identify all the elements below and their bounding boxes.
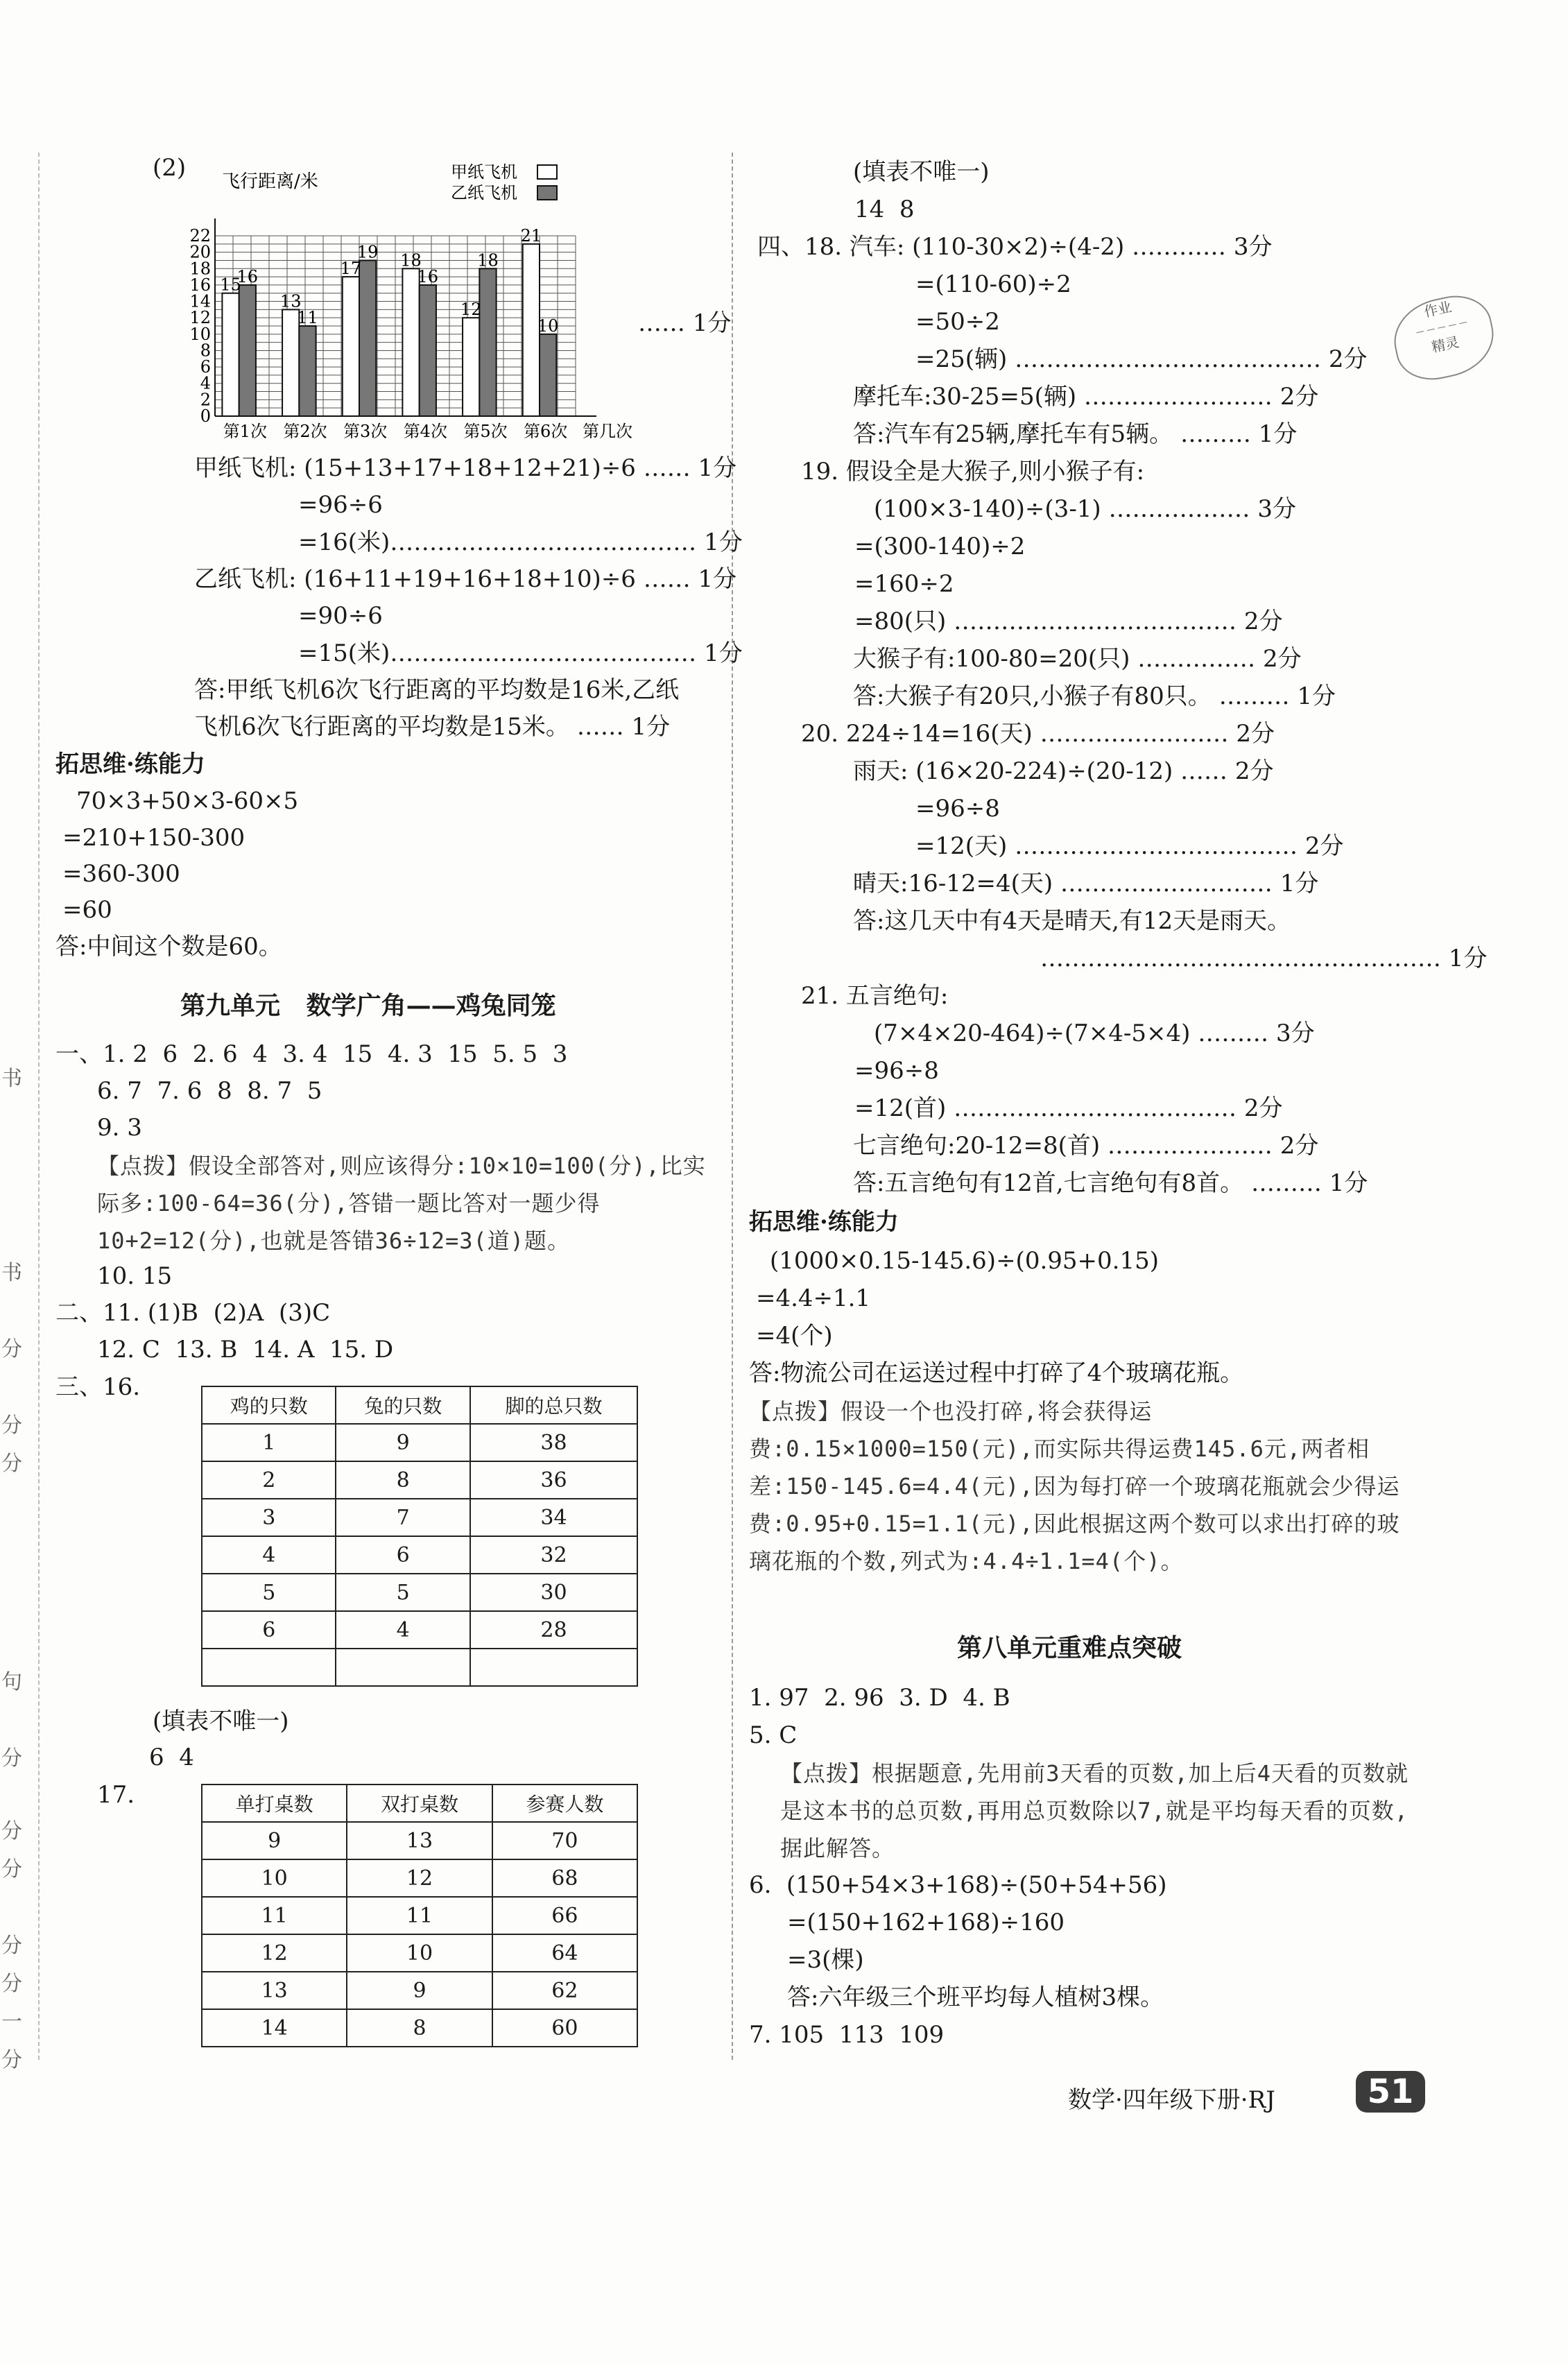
- bar-yi: [299, 326, 316, 416]
- table-cell: 64: [492, 1934, 637, 1972]
- table-cell: 10: [202, 1859, 347, 1897]
- answer-line: 7. 105 113 109: [749, 2021, 945, 2049]
- x-tick-label: 第2次: [283, 422, 327, 441]
- table-row: [202, 1972, 637, 2009]
- calc-line: =210+150-300: [62, 824, 245, 852]
- table-cell: 30: [470, 1574, 637, 1611]
- legend-swatch: [537, 186, 557, 200]
- x-tick-label: 第4次: [403, 422, 447, 441]
- table-row: [202, 1461, 637, 1499]
- table-cell: 14: [202, 2009, 347, 2047]
- table-cell: 28: [470, 1611, 637, 1649]
- calc-line: (1000×0.15-145.6)÷(0.95+0.15): [770, 1247, 1159, 1275]
- y-tick-label: 0: [200, 406, 211, 426]
- x-tick-label: 第6次: [524, 422, 568, 441]
- margin-char: 分: [1, 1452, 22, 1476]
- calc-line: =90÷6: [298, 602, 383, 630]
- table-cell: 68: [492, 1859, 637, 1897]
- table-16: [201, 1386, 638, 1687]
- calc-line: 70×3+50×3-60×5: [76, 787, 299, 815]
- bar-yi: [479, 268, 496, 416]
- x-axis-label: 第几次: [583, 422, 632, 441]
- table-row: [202, 2009, 637, 2047]
- table-cell: 6: [202, 1611, 336, 1649]
- y-tick-label: 2: [200, 390, 211, 410]
- table-cell: 62: [492, 1972, 637, 2009]
- table-cell: 6: [336, 1536, 469, 1574]
- calc-line: =96÷8: [854, 1057, 939, 1085]
- y-tick-label: 6: [200, 357, 211, 377]
- margin-char: 书: [1, 1067, 22, 1091]
- table-row: [202, 1611, 637, 1649]
- margin-char: 分: [1, 1746, 22, 1771]
- calc-line: =4.4÷1.1: [756, 1284, 871, 1312]
- table-cell: 66: [492, 1897, 637, 1934]
- calc-line: =80(只) ……………………………… 2分: [854, 608, 1283, 635]
- bar-jia: [343, 277, 359, 416]
- note: (填表不唯一): [853, 158, 990, 186]
- data-label: 19: [356, 242, 379, 262]
- table-cell: 9: [336, 1424, 469, 1461]
- table-row: [202, 1859, 637, 1897]
- left-binding-line: [38, 153, 40, 2060]
- table-header-cell: 脚的总只数: [470, 1386, 637, 1424]
- table-cell: 12: [202, 1934, 347, 1972]
- answer-line: 5. C: [749, 1721, 798, 1749]
- bar-yi: [420, 285, 436, 416]
- bar-jia: [222, 293, 239, 416]
- section-heading: 拓思维·练能力: [55, 750, 205, 778]
- calc-line: 乙纸飞机: (16+11+19+16+18+10)÷6 …… 1分: [194, 565, 737, 593]
- calc-line: =96÷8: [915, 795, 1000, 823]
- margin-char: 分: [1, 2048, 22, 2072]
- table-cell: 12: [347, 1859, 492, 1897]
- answer-line: 答:甲纸飞机6次飞行距离的平均数是16米,乙纸: [194, 676, 680, 704]
- answer-line: 答:中间这个数是60。: [55, 933, 282, 961]
- margin-char: 分: [1, 1819, 22, 1843]
- table-cell: 70: [492, 1822, 637, 1859]
- stamp-top-text: 作业: [1422, 298, 1454, 320]
- table-cell: 5: [202, 1574, 336, 1611]
- answer-line: 答:这几天中有4天是晴天,有12天是雨天。: [853, 907, 1291, 935]
- legend-swatch: [537, 165, 557, 179]
- calc-line: =25(辆) ………………………………… 2分: [915, 345, 1368, 373]
- calc-line: (7×4×20-464)÷(7×4-5×4) ……… 3分: [874, 1020, 1315, 1047]
- calc-line: =(150+162+168)÷160: [787, 1909, 1065, 1936]
- data-label: 17: [340, 259, 362, 279]
- calc-line: =12(天) ……………………………… 2分: [915, 832, 1344, 860]
- calc-line: =12(首) ……………………………… 2分: [854, 1094, 1283, 1122]
- data-label: 10: [537, 316, 559, 336]
- calc-line: =50÷2: [915, 308, 1000, 336]
- table-cell: [336, 1649, 469, 1686]
- calc-line: =4(个): [756, 1322, 833, 1350]
- table-header-cell: 单打桌数: [202, 1785, 347, 1822]
- x-tick-label: 第5次: [463, 422, 508, 441]
- y-tick-label: 22: [189, 226, 211, 246]
- table-cell: 9: [347, 1972, 492, 2009]
- y-tick-label: 14: [189, 291, 211, 311]
- data-label: 21: [520, 225, 542, 246]
- table-row: [202, 1424, 637, 1461]
- y-tick-label: 20: [189, 242, 211, 262]
- table-cell: 4: [336, 1611, 469, 1649]
- bar-jia: [463, 318, 479, 416]
- table-row: [202, 1574, 637, 1611]
- margin-char: 分: [1, 1934, 22, 1958]
- answer-line: 6. 7 7. 6 8 8. 7 5: [97, 1077, 322, 1105]
- answer-line: 1. 97 2. 96 3. D 4. B: [749, 1684, 1010, 1712]
- answer-line: 飞机6次飞行距离的平均数是15米。 …… 1分: [194, 713, 671, 741]
- y-tick-label: 16: [189, 275, 211, 295]
- calc-line: =(300-140)÷2: [854, 533, 1026, 560]
- table-cell: 8: [336, 1461, 469, 1499]
- table-cell: 1: [202, 1424, 336, 1461]
- table-cell: 38: [470, 1424, 637, 1461]
- y-tick-label: 12: [189, 308, 211, 328]
- calc-line: =160÷2: [854, 570, 954, 598]
- table-cell: 32: [470, 1536, 637, 1574]
- answer-line: 10. 15: [97, 1262, 173, 1290]
- answer-line: 三、16.: [55, 1373, 141, 1401]
- table-cell: 34: [470, 1499, 637, 1536]
- data-label: 16: [236, 266, 259, 286]
- table-cell: 5: [336, 1574, 469, 1611]
- answer-line: 二、11. (1)B (2)A (3)C: [55, 1299, 331, 1327]
- bar-yi: [540, 334, 556, 416]
- unit-title: 第八单元重难点突破: [957, 1633, 1182, 1662]
- table-17: [201, 1784, 638, 2047]
- calc-line: =3(棵): [787, 1946, 864, 1974]
- unit-title: 第九单元 数学广角——鸡兔同笼: [180, 991, 556, 1020]
- calc-line: 20. 224÷14=16(天) …………………… 2分: [801, 720, 1275, 748]
- table-cell: 2: [202, 1461, 336, 1499]
- calc-line: 甲纸飞机: (15+13+17+18+12+21)÷6 …… 1分: [194, 454, 737, 482]
- table-cell: [470, 1649, 637, 1686]
- calc-line: =96÷6: [298, 491, 383, 519]
- margin-char: 分: [1, 1972, 22, 1996]
- calc-line: =(110-60)÷2: [915, 270, 1071, 298]
- data-label: 11: [297, 308, 318, 327]
- table-row: [202, 1499, 637, 1536]
- table-row: [202, 1822, 637, 1859]
- legend-label: 甲纸飞机: [451, 162, 517, 182]
- tip-paragraph: 【点拨】假设一个也没打碎,将会获得运费:0.15×1000=150(元),而实际共得运费145.6元,两者相差:150-145.6=4.4(元),因为每打碎一个玻璃花瓶就会少得运费:0.95+0.15=1.1(元),因此根据这两个数可以求出打碎的玻璃花瓶的个数,列式为:4.4÷1.1=4(个)。: [749, 1398, 1400, 1574]
- margin-char: 句: [1, 1670, 22, 1694]
- answer-line: 12. C 13. B 14. A 15. D: [97, 1336, 394, 1364]
- margin-char: 一: [1, 2010, 22, 2034]
- calc-line: 雨天: (16×20-224)÷(20-12) …… 2分: [853, 757, 1274, 785]
- answer-line: 答:物流公司在运送过程中打碎了4个玻璃花瓶。: [749, 1359, 1244, 1387]
- tip-paragraph: 【点拨】假设全部答对,则应该得分:10×10=100(分),比实际多:100-64=36(分),答错一题比答对一题少得10+2=12(分),也就是答错36÷12=3(道)题。: [97, 1153, 706, 1254]
- answer-line: 9. 3: [97, 1114, 142, 1142]
- table-header-cell: 兔的只数: [336, 1386, 469, 1424]
- answer-line: 答:六年级三个班平均每人植树3棵。: [787, 1984, 1164, 2011]
- table-cell: 8: [347, 2009, 492, 2047]
- table-cell: [202, 1649, 336, 1686]
- section-heading: 拓思维·练能力: [749, 1208, 899, 1236]
- answer-line: …………………………………………… 1分: [1040, 945, 1488, 972]
- margin-char: 书: [1, 1261, 22, 1285]
- chart-score: …… 1分: [638, 309, 732, 337]
- table-cell: 36: [470, 1461, 637, 1499]
- table-cell: 4: [202, 1536, 336, 1574]
- table-cell: 9: [202, 1822, 347, 1859]
- table-header-cell: 鸡的只数: [202, 1386, 336, 1424]
- bar-jia: [402, 268, 419, 416]
- x-tick-label: 第3次: [343, 422, 388, 441]
- table-cell: 11: [202, 1897, 347, 1934]
- calc-line: =16(米)………………………………… 1分: [298, 528, 743, 556]
- calc-line: =15(米)………………………………… 1分: [298, 639, 743, 667]
- table-cell: 11: [347, 1897, 492, 1934]
- answer-line: 答:五言绝句有12首,七言绝句有8首。 ……… 1分: [853, 1169, 1368, 1197]
- table-cell: 13: [202, 1972, 347, 2009]
- y-tick-label: 4: [200, 373, 211, 393]
- data-label: 18: [477, 250, 499, 270]
- table-cell: 13: [347, 1822, 492, 1859]
- calc-line: =360-300: [62, 860, 180, 888]
- table-header-cell: 双打桌数: [347, 1785, 492, 1822]
- calc-line: =60: [62, 896, 112, 924]
- stamp-logo: 作业 — — — — — 精灵: [1387, 289, 1501, 386]
- x-tick-label: 第1次: [223, 422, 267, 441]
- data-label: 12: [460, 300, 482, 320]
- y-axis-label: 飞行距离/米: [222, 171, 318, 192]
- answer-line: 一、1. 2 6 2. 6 4 3. 4 15 4. 3 15 5. 5 3: [55, 1040, 568, 1068]
- table-cell: 3: [202, 1499, 336, 1536]
- note: (填表不唯一): [153, 1708, 289, 1735]
- data-label: 13: [279, 291, 302, 311]
- margin-char: 分: [1, 1337, 22, 1361]
- data-label: 18: [400, 250, 422, 270]
- tip-paragraph: 【点拨】根据题意,先用前3天看的页数,加上后4天看的页数就是这本书的总页数,再用总页数除以7,就是平均每天看的页数,据此解答。: [780, 1760, 1409, 1861]
- y-tick-label: 8: [200, 341, 211, 361]
- table-cell: 7: [336, 1499, 469, 1536]
- table-row: [202, 1897, 637, 1934]
- answer-line: 答:大猴子有20只,小猴子有80只。 ……… 1分: [853, 682, 1336, 710]
- calc-line: 摩托车:30-25=5(辆) …………………… 2分: [853, 383, 1319, 411]
- answer-line: 14 8: [854, 196, 915, 223]
- answer-line: 答:汽车有25辆,摩托车有5辆。 ……… 1分: [853, 420, 1298, 448]
- footer-text: 数学·四年级下册·RJ: [1068, 2086, 1275, 2114]
- calc-line: (100×3-140)÷(3-1) ……………… 3分: [874, 495, 1296, 523]
- legend-label: 乙纸飞机: [451, 183, 517, 203]
- calc-line: 6. (150+54×3+168)÷(50+54+56): [749, 1871, 1167, 1899]
- answer-line: 19. 假设全是大猴子,则小猴子有:: [801, 458, 1145, 485]
- calc-line: 七言绝句:20-12=8(首) ………………… 2分: [853, 1132, 1319, 1160]
- table-cell: 60: [492, 2009, 637, 2047]
- page-number: 51: [1356, 2071, 1425, 2113]
- margin-char: 分: [1, 1857, 22, 1882]
- table-row: [202, 1649, 637, 1686]
- data-label: 16: [417, 266, 439, 286]
- y-tick-label: 18: [189, 259, 211, 279]
- calc-line: 四、18. 汽车: (110-30×2)÷(4-2) ………… 3分: [757, 233, 1273, 261]
- margin-char: 分: [1, 1413, 22, 1438]
- y-tick-label: 10: [189, 324, 211, 344]
- chart-label: (2): [153, 154, 187, 182]
- calc-line: 晴天:16-12=4(天) ……………………… 1分: [853, 870, 1319, 897]
- data-label: 15: [220, 275, 241, 295]
- answer-line: 17.: [97, 1781, 135, 1809]
- table-header-cell: 参赛人数: [492, 1785, 637, 1822]
- table-cell: 10: [347, 1934, 492, 1972]
- answer-line: 6 4: [149, 1744, 194, 1771]
- table-row: [202, 1934, 637, 1972]
- stamp-bottom-text: 精灵: [1430, 333, 1461, 356]
- bar-yi: [359, 260, 376, 416]
- answer-line: 21. 五言绝句:: [801, 982, 949, 1010]
- calc-line: 大猴子有:100-80=20(只) …………… 2分: [853, 645, 1302, 673]
- table-row: [202, 1536, 637, 1574]
- bar-yi: [239, 285, 256, 416]
